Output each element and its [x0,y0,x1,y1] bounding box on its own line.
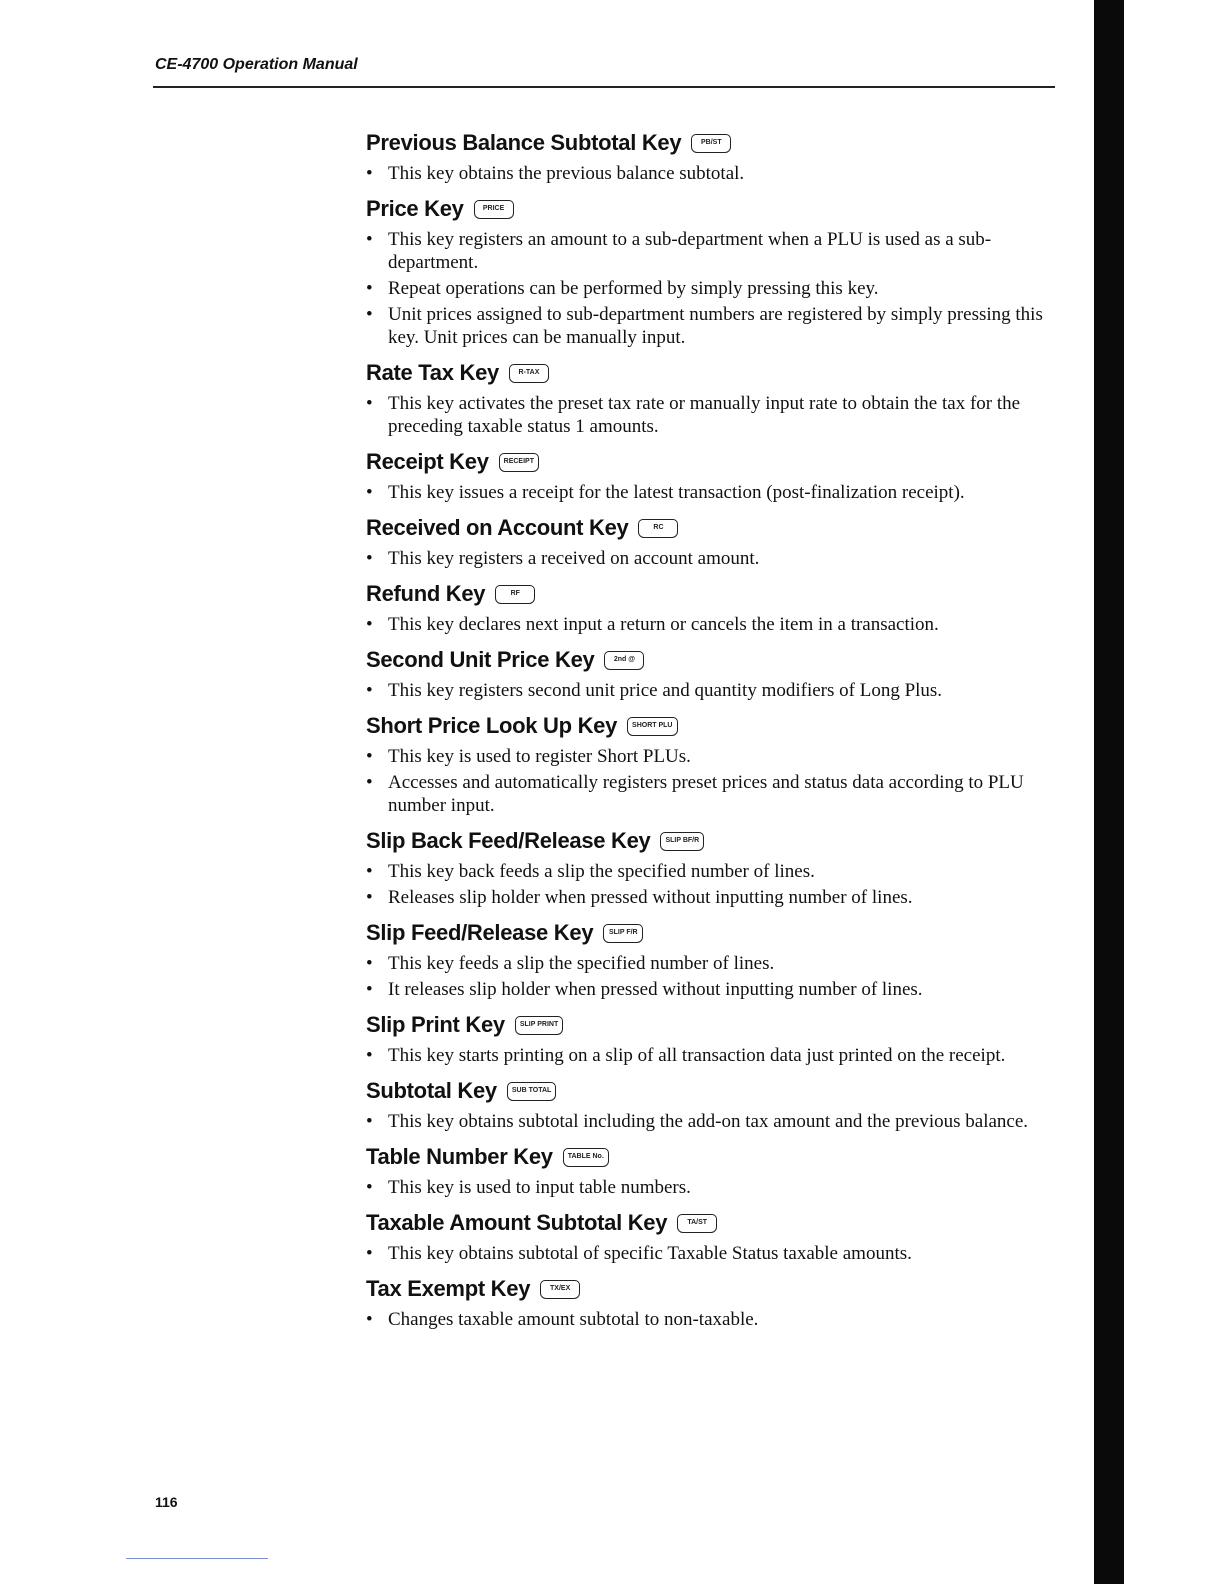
bullet-list [366,952,1056,1001]
bullet-item: • Releases slip holder when pressed without inputting number of lines. [366,886,1056,909]
keycap-icon: 2nd @ [604,651,644,670]
bullet-item: • Changes taxable amount subtotal to non-taxable. [366,1308,1056,1331]
section-title: Rate Tax Key [366,360,499,385]
keycap-icon: TX/EX [540,1280,580,1299]
bullet-list [366,1110,1056,1133]
bullet-list [366,547,1056,570]
section-heading [366,513,1056,543]
section-heading [366,711,1056,741]
page-number: 116 [155,1494,178,1510]
bullet-item: • Accesses and automatically registers preset prices and status data according to PLU number input. [366,771,1056,817]
bullet-item: • This key registers second unit price and quantity modifiers of Long Plus. [366,679,1056,702]
section-title: Taxable Amount Subtotal Key [366,1210,668,1235]
keycap-icon: SLIP BF/R [660,832,704,851]
key-section [366,513,1056,570]
bullet-item: • This key registers a received on account amount. [366,547,1056,570]
footer-rule [126,1558,268,1559]
bullet-item: • This key obtains subtotal of specific Taxable Status taxable amounts. [366,1242,1056,1265]
bullet-list [366,481,1056,504]
bullet-item: • This key obtains the previous balance subtotal. [366,162,1056,185]
bullet-item: • This key declares next input a return or cancels the item in a transaction. [366,613,1056,636]
bullet-list [366,745,1056,817]
key-section [366,1208,1056,1265]
keycap-icon: PRICE [474,200,514,219]
keycap-icon: PB/ST [691,134,731,153]
bullet-list [366,392,1056,438]
bullet-item: • This key is used to input table numbers. [366,1176,1056,1199]
key-section [366,711,1056,817]
section-title: Slip Back Feed/Release Key [366,828,651,853]
bullet-item: • This key back feeds a slip the specified number of lines. [366,860,1056,883]
keycap-icon: SHORT PLU [627,717,677,736]
key-descriptions-list [366,128,1056,1340]
key-section [366,1010,1056,1067]
section-heading [366,1274,1056,1304]
bullet-item: • Unit prices assigned to sub-department numbers are registered by simply pressing this key. Unit prices can be manually input. [366,303,1056,349]
bullet-list [366,679,1056,702]
section-heading [366,826,1056,856]
bullet-list [366,1176,1056,1199]
keycap-icon: SLIP F/R [603,924,643,943]
bullet-list [366,1044,1056,1067]
key-section [366,194,1056,349]
section-heading [366,128,1056,158]
section-heading [366,1142,1056,1172]
header-rule [153,86,1055,88]
section-title: Slip Feed/Release Key [366,920,594,945]
bullet-list [366,228,1056,349]
section-title: Previous Balance Subtotal Key [366,130,682,155]
scan-edge-shadow [1094,0,1124,1584]
key-section [366,826,1056,909]
keycap-icon: SLIP PRINT [515,1016,563,1035]
key-section [366,447,1056,504]
section-title: Subtotal Key [366,1078,497,1103]
bullet-item: • This key registers an amount to a sub-department when a PLU is used as a sub-department. [366,228,1056,274]
key-section [366,918,1056,1001]
key-section [366,358,1056,438]
section-title: Short Price Look Up Key [366,713,618,738]
keycap-icon: R-TAX [509,364,549,383]
key-section [366,1142,1056,1199]
keycap-icon: TABLE No. [563,1148,609,1167]
key-section [366,579,1056,636]
key-section [366,1076,1056,1133]
section-title: Receipt Key [366,449,489,474]
section-title: Received on Account Key [366,515,629,540]
bullet-list [366,860,1056,909]
bullet-item: • This key obtains subtotal including the add-on tax amount and the previous balance. [366,1110,1056,1133]
key-section [366,1274,1056,1331]
running-header-title: CE-4700 Operation Manual [155,56,358,73]
section-heading [366,579,1056,609]
section-title: Table Number Key [366,1144,553,1169]
section-heading [366,358,1056,388]
section-heading [366,194,1056,224]
keycap-icon: TA/ST [677,1214,717,1233]
section-title: Second Unit Price Key [366,647,595,672]
bullet-list [366,613,1056,636]
section-heading [366,918,1056,948]
bullet-item: • This key is used to register Short PLUs. [366,745,1056,768]
bullet-item: • Repeat operations can be performed by simply pressing this key. [366,277,1056,300]
key-section [366,128,1056,185]
bullet-item: • This key feeds a slip the specified number of lines. [366,952,1056,975]
section-title: Price Key [366,196,464,221]
section-title: Tax Exempt Key [366,1276,531,1301]
bullet-item: • This key starts printing on a slip of all transaction data just printed on the receipt. [366,1044,1056,1067]
keycap-icon: SUB TOTAL [507,1082,556,1101]
bullet-list [366,1242,1056,1265]
section-heading [366,1208,1056,1238]
bullet-item: • It releases slip holder when pressed without inputting number of lines. [366,978,1056,1001]
bullet-item: • This key issues a receipt for the latest transaction (post-finalization receipt). [366,481,1056,504]
section-heading [366,645,1056,675]
section-heading [366,1010,1056,1040]
bullet-item: • This key activates the preset tax rate or manually input rate to obtain the tax for the preceding taxable status 1 amounts. [366,392,1056,438]
key-section [366,645,1056,702]
bullet-list [366,162,1056,185]
keycap-icon: RF [495,585,535,604]
bullet-list [366,1308,1056,1331]
section-heading [366,1076,1056,1106]
section-title: Slip Print Key [366,1012,505,1037]
keycap-icon: RECEIPT [499,453,539,472]
keycap-icon: RC [638,519,678,538]
section-title: Refund Key [366,581,486,606]
section-heading [366,447,1056,477]
